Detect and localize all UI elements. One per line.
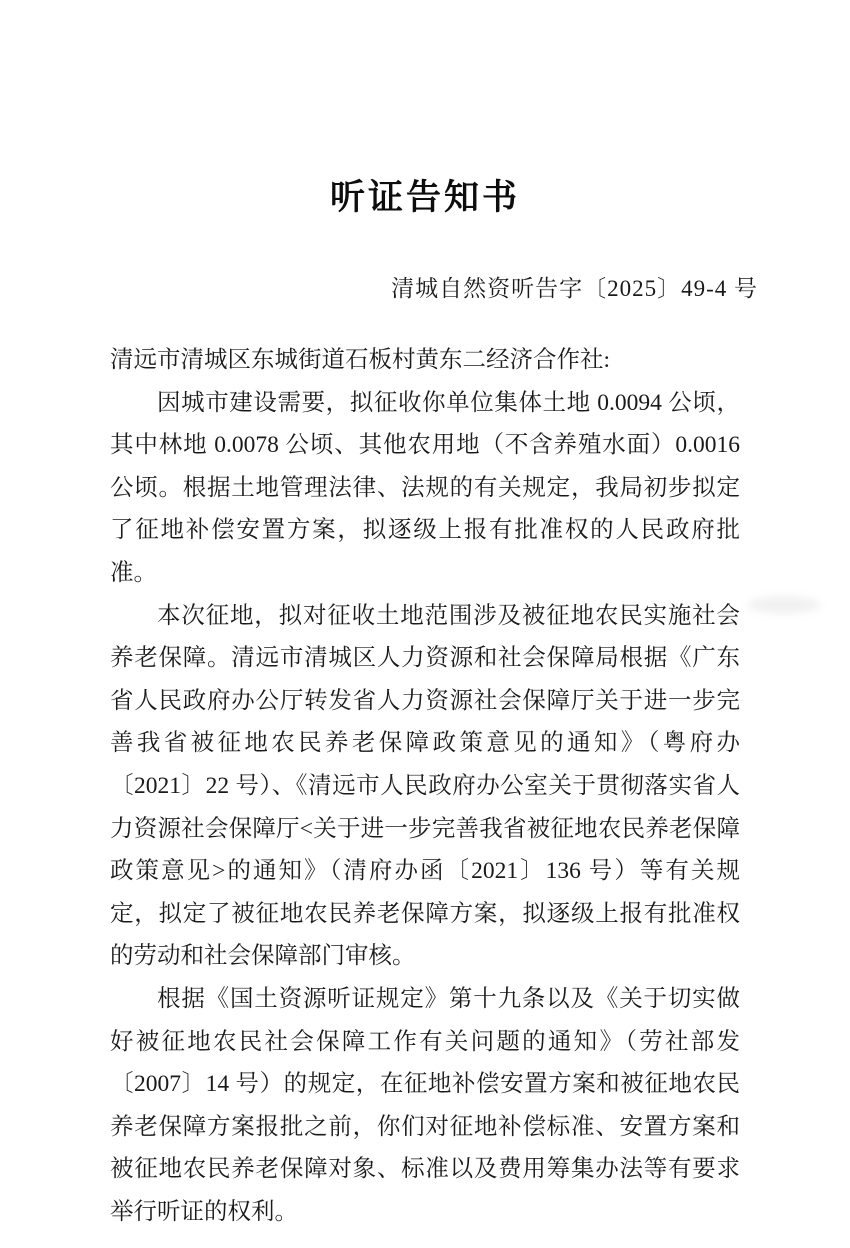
document-body — [110, 339, 740, 1233]
scan-smudge-artifact — [748, 596, 820, 614]
document-title: 听证告知书 — [329, 178, 520, 217]
body-paragraph-2: 本次征地，拟对征收土地范围涉及被征地农民实施社会养老保障。清远市清城区人力资源和社会保障局根据《广东省人民政府办公厅转发省人力资源社会保障厅关于进一步完善我省被征地农民养老保障政策意见的通知》（粤府办〔2021〕22 号）、《清远市人民政府办公室关于贯彻落实省人力资源社会保障厅<关于进一步完善我省被征地农民养老保障政策意见>的通知》（清府办函〔2021〕136 号）等有关规定，拟定了被征地农民养老保障方案，拟逐级上报有批准权的劳动和社会保障部门审核。 — [110, 602, 740, 970]
document-number: 清城自然资听告字〔2025〕49-4 号 — [391, 276, 758, 301]
addressee-line: 清远市清城区东城街道石板村黄东二经济合作社: — [110, 347, 611, 373]
body-paragraph-3: 根据《国土资源听证规定》第十九条以及《关于切实做好被征地农民社会保障工作有关问题的通知》（劳社部发〔2007〕14 号）的规定，在征地补偿安置方案和被征地农民养老保障方案报批之前，你们对征地补偿标准、安置方案和被征地农民养老保障对象、标准以及费用筹集办法等有要求举行听证的权利。 — [110, 985, 740, 1225]
body-paragraph-1: 因城市建设需要，拟征收你单位集体土地 0.0094 公顷，其中林地 0.0078 公顷、其他农用地（不含养殖水面）0.0016 公顷。根据土地管理法律、法规的有关规定，我局初步拟定了征地补偿安置方案，拟逐级上报有批准权的人民政府批准。 — [110, 389, 740, 586]
